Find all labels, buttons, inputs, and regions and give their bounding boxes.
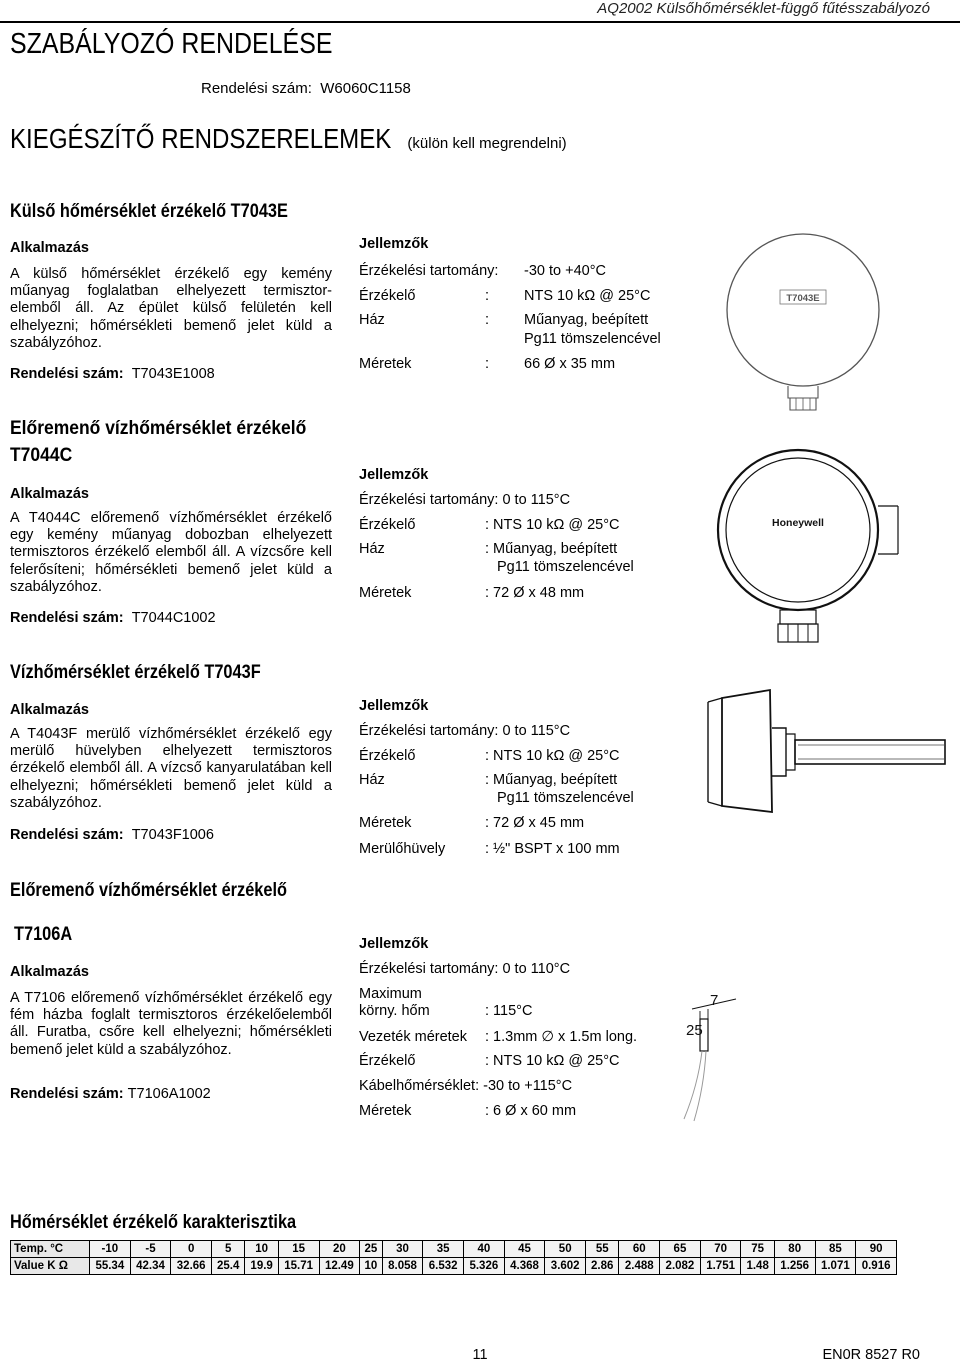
section-title-t7043f: Vízhőmérséklet érzékelő T7043F [10,662,261,683]
order-value: T7043F1006 [131,827,214,843]
resistance-cell: 5.326 [464,1258,505,1275]
thread-fitting [772,728,786,776]
spec-value: Műanyag, beépített [524,312,649,328]
spec-value: NTS 10 kΩ @ 25°C [524,288,651,304]
dimension-diameter: 7 [710,992,719,1009]
spec-row [359,1029,699,1045]
spec-label: Érzékelő [359,1053,416,1069]
spec-row: Érzékelési tartomány: 0 to 110°C [359,961,571,977]
section-title-line-1 [10,418,332,440]
order-label: Rendelési szám: [201,80,312,97]
temperature-cell: 35 [423,1241,464,1258]
row-header: Value K Ω [11,1258,90,1275]
application-label: Alkalmazás [10,486,89,502]
spec-label: Maximum [359,986,422,1002]
section-title-text: Előremenő vízhőmérséklet érzékelő [10,418,307,439]
components-subtitle: (külön kell megrendelni) [407,135,567,152]
spec-label: Méretek [359,1103,412,1119]
page-title: SZABÁLYOZÓ RENDELÉSE [10,28,333,60]
spec-block [359,936,699,1126]
spec-row [359,772,699,806]
spec-label: Méretek [359,356,412,372]
spec-row: Kábelhőmérséklet: -30 to +115°C [359,1078,573,1094]
t7106a-sensor-illustration [680,985,800,1125]
spec-row [359,541,699,575]
resistance-cell: 10 [360,1258,383,1275]
application-label: Alkalmazás [10,240,89,256]
spec-value: : ½" BSPT x 100 mm [485,841,620,857]
section-title-t7044c [10,418,306,467]
spec-label: Érzékelő [359,748,416,764]
spec-row [359,288,699,304]
immersion-pocket [795,740,945,764]
dimension-length: 25 [686,1022,703,1039]
spec-row: Érzékelési tartomány: 0 to 115°C [359,723,571,739]
spec-label: Érzékelő [359,288,416,304]
cable-gland [788,386,818,398]
spec-sep: : [485,356,490,372]
temperature-cell: 15 [278,1241,319,1258]
spec-value: 66 Ø x 35 mm [524,356,616,372]
spec-value-2: Pg11 tömszelencével [497,559,634,575]
spec-value-2: Pg11 tömszelencével [524,331,661,347]
housing-cover [708,698,722,806]
order-value: T7106A1002 [127,1086,211,1102]
resistance-cell: 12.49 [319,1258,360,1275]
sensor-housing [722,690,772,812]
temperature-cell: 45 [504,1241,545,1258]
spec-value: : 72 Ø x 48 mm [485,585,585,601]
header-rule [0,21,960,23]
temperature-row [11,1241,897,1258]
order-line [10,610,216,626]
spec-sep: : [485,288,490,304]
spec-label: Ház [359,541,385,557]
spec-row [359,263,606,279]
temperature-cell: 40 [464,1241,505,1258]
spec-block [359,236,699,376]
spec-row [359,356,699,372]
spec-block [359,467,699,607]
spec-value: : 72 Ø x 45 mm [485,815,585,831]
sensor-outer-ring [718,450,878,610]
resistance-cell: 6.532 [423,1258,464,1275]
spec-value: : Műanyag, beépített [485,541,618,557]
resistance-cell: 0.916 [856,1258,897,1275]
order-value: W6060C1158 [320,80,411,97]
application-label: Alkalmazás [10,702,89,718]
spec-label: Ház [359,312,385,328]
spec-row [359,841,699,857]
spec-row [359,517,699,533]
order-label: Rendelési szám: [10,827,124,843]
spec-value: : 1.3mm ∅ x 1.5m long. [485,1029,638,1045]
spec-block [359,698,699,868]
cable-gland [780,610,816,624]
resistance-cell: 1.256 [774,1258,815,1275]
spec-title: Jellemzők [359,236,429,252]
resistance-row [11,1258,897,1275]
spec-sep: : [485,312,490,328]
spec-label: Méretek [359,585,412,601]
resistance-cell: 3.602 [545,1258,586,1275]
resistance-cell: 32.66 [171,1258,212,1275]
resistance-cell: 2.488 [619,1258,660,1275]
spec-value: -30 to +40°C [524,263,606,279]
temperature-cell: 0 [171,1241,212,1258]
spec-row [359,1053,699,1069]
resistance-cell: 4.368 [504,1258,545,1275]
resistance-cell: 8.058 [382,1258,423,1275]
temperature-cell: 50 [545,1241,586,1258]
temperature-cell: 60 [619,1241,660,1258]
spec-value: : 6 Ø x 60 mm [485,1103,577,1119]
temperature-cell: 90 [856,1241,897,1258]
temperature-cell: 65 [660,1241,701,1258]
temperature-cell: -5 [130,1241,171,1258]
spec-label: Ház [359,772,385,788]
section-title-t7106a-code: T7106A [14,924,73,945]
order-label: Rendelési szám: [10,1086,124,1102]
temperature-cell: 85 [815,1241,856,1258]
spec-row: Érzékelési tartomány: 0 to 115°C [359,492,571,508]
sensor-wire [684,1051,702,1119]
spec-value: : NTS 10 kΩ @ 25°C [485,748,620,764]
resistance-cell: 42.34 [130,1258,171,1275]
resistance-cell: 19.9 [245,1258,278,1275]
spec-label: Érzékelési tartomány: [359,263,499,279]
components-title: KIEGÉSZÍTŐ RENDSZERELEMEK [10,123,392,154]
application-text: A külső hőmérséklet érzékelő egy kemény műanyag foglalatban elhelyezett termisztor-elemből áll. Az épület külső felületén kell elhelyezni; hőmérsékleti bemenő jelet küld a szabályzóhoz. [10,266,332,351]
resistance-cell: 1.071 [815,1258,856,1275]
order-value: T7043E1008 [131,366,215,382]
spec-row [359,312,699,347]
spec-value: : NTS 10 kΩ @ 25°C [485,517,620,533]
resistance-cell: 1.751 [700,1258,741,1275]
characteristic-table [10,1240,897,1275]
spec-value-2: Pg11 tömszelencével [497,790,634,806]
order-line [10,366,215,382]
spec-row [359,1103,699,1119]
spec-title: Jellemzők [359,467,429,483]
order-label: Rendelési szám: [10,366,124,382]
t7043f-sensor-illustration [700,680,950,830]
temperature-cell: -10 [90,1241,131,1258]
application-text: A T4043F merülő vízhőmérséklet érzékelő egy merülő hüvelyben elhelyezett termisztoros érzékelő elemből áll. A vízcső kanyarulatában kell elhelyezni; hőmérsékleti bemenő jelet küld a szabályzóhoz. [10,726,332,811]
document-code: EN0R 8527 R0 [822,1347,920,1363]
order-value: T7044C1002 [131,610,216,626]
resistance-cell: 2.86 [586,1258,619,1275]
controller-order-line [201,80,411,97]
spec-row [359,815,699,831]
temperature-cell: 80 [774,1241,815,1258]
resistance-cell: 25.4 [212,1258,245,1275]
temperature-cell: 55 [586,1241,619,1258]
spec-label: Érzékelő [359,517,416,533]
temperature-cell: 25 [360,1241,383,1258]
sensor-body [727,234,879,386]
temperature-cell: 10 [245,1241,278,1258]
order-label: Rendelési szám: [10,610,124,626]
section-title-t7043e: Külső hőmérséklet érzékelő T7043E [10,201,288,222]
spec-title: Jellemzők [359,936,429,952]
sensor-wire [694,1051,706,1121]
section-title-line-2: T7044C [10,445,73,466]
order-line [10,1086,211,1102]
temperature-cell: 30 [382,1241,423,1258]
sensor-inner-ring [726,458,870,602]
page-number-text: 11 [472,1347,488,1363]
spec-label: Vezeték méretek [359,1029,467,1045]
document-title: AQ2002 Külsőhőmérséklet-függő fűtésszabályozó [597,0,930,17]
row-header: Temp. °C [11,1241,90,1258]
sensor-label: T7043E [786,293,820,304]
resistance-cell: 15.71 [278,1258,319,1275]
spec-value: : 115°C [485,1003,533,1019]
temperature-cell: 70 [700,1241,741,1258]
resistance-cell: 1.48 [741,1258,774,1275]
spec-label-2: körny. hőm [359,1003,430,1019]
temperature-cell: 20 [319,1241,360,1258]
application-label: Alkalmazás [10,964,89,980]
application-text: A T7106 előremenő vízhőmérséklet érzékelő egy fém házba foglalt termisztoros érzékelőelemből áll. Furatba, csőre kell elhelyezni; hőmérsékleti bemenő jelet küld a szabályzóhoz. [10,990,332,1058]
application-text: A T4044C előremenő vízhőmérséklet érzékelő egy kemény műanyag dobozban elhelyezett termisztoros érzékelő elemből áll. A vízcsőre kell felerősíteni; hőmérsékleti bemenő jelet küld a szabályzóhoz. [10,510,332,595]
components-heading [10,123,567,155]
spec-row [359,986,699,1019]
brand-logo: Honeywell [772,517,824,529]
spec-value: : Műanyag, beépített [485,772,618,788]
spec-row [359,748,699,764]
t7043e-sensor-illustration [720,228,890,413]
order-line [10,827,214,843]
t7044c-sensor-illustration [712,448,912,658]
resistance-cell: 55.34 [90,1258,131,1275]
section-title-t7106a: Előremenő vízhőmérséklet érzékelő [10,880,288,901]
temperature-cell: 75 [741,1241,774,1258]
resistance-cell: 2.082 [660,1258,701,1275]
spec-label: Méretek [359,815,412,831]
spec-value: : NTS 10 kΩ @ 25°C [485,1053,620,1069]
temperature-cell: 5 [212,1241,245,1258]
spec-row [359,585,699,601]
characteristic-title: Hőmérséklet érzékelő karakterisztika [10,1212,297,1233]
spec-label: Merülőhüvely [359,841,446,857]
spec-title: Jellemzők [359,698,429,714]
